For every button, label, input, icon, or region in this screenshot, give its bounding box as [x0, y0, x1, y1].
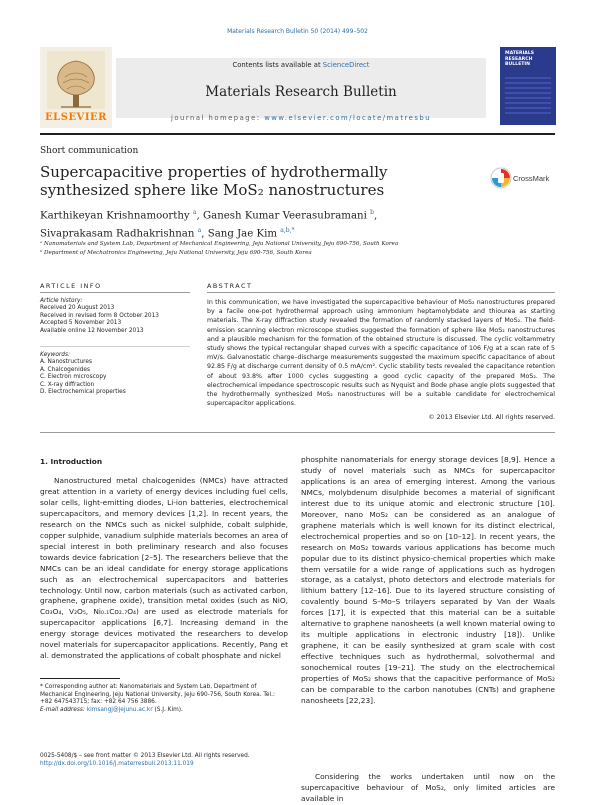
elsevier-logo	[40, 47, 112, 128]
abstract-bottom-rule	[40, 432, 555, 433]
author-name[interactable]: Sivaprakasam Radhakrishnan	[40, 228, 195, 240]
author-list: Karthikeyan Krishnamoorthy $^a$, Ganesh Kumar Veerasubramani $^b$, Sivaprakasam Radhakrishnan $^a$, Sang Jae Kim $^{a,b,*}$	[40, 209, 378, 240]
keywords-label: Keywords:	[40, 352, 70, 358]
contents-availability	[116, 61, 486, 69]
author-affiliation-marker[interactable]: a,b,*	[280, 227, 295, 235]
corresponding-author-text: * Corresponding author at: Nanomaterials and System Lab, Department of Mechanical Engineering, Jeju National University, Jeju 690-756, South Korea. Tel.: +82 647543715; fax: +82 64 756 3886.	[40, 684, 275, 706]
abstract-rule	[207, 292, 555, 293]
history-accepted: Accepted 5 November 2013	[40, 320, 122, 327]
author-affiliation-marker[interactable]: b	[370, 209, 374, 216]
header-rule	[40, 133, 555, 135]
journal-title: Materials Research Bulletin	[205, 84, 397, 100]
history-revised: Received in revised form 8 October 2013	[40, 312, 159, 319]
abstract-heading: ABSTRACT	[207, 282, 253, 290]
doi-link[interactable]: http://dx.doi.org/10.1016/j.materresbull.2013.11.019	[40, 760, 194, 767]
author-name[interactable]: Ganesh Kumar Veerasubramani	[202, 210, 367, 222]
cover-title: MATERIALS RESEARCH BULLETIN	[505, 51, 535, 68]
article-info-rule	[40, 292, 190, 293]
homepage-link[interactable]: www.elsevier.com/locate/matresbu	[264, 114, 431, 122]
keywords-block	[40, 352, 190, 396]
elsevier-wordmark: ELSEVIER	[45, 112, 107, 123]
keywords-rule	[40, 346, 190, 347]
homepage-prefix: journal homepage:	[170, 114, 265, 122]
history-label: Article history:	[40, 298, 83, 304]
cover-decoration	[505, 77, 551, 117]
abstract-text: In this communication, we have investigated the supercapacitive behaviour of MoS₂ nanostructures prepared by a facile one-pot hydrothermal approach using ammonium heptamolybdate and thiourea as starting materials. The X-ray diffraction study revealed the formation of randomly stacked layers of MoS₂. The field-emission scanning electron microscope studies suggested the formation of sphere like MoS₂ nanostructures and a plausible mechanism for the formation of the obtained structure is discussed. The cyclic voltammetry study shows the typical rectangular shaped curves with a specific capacitance of 106 F/g at a scan rate of 5 mV/s. Galvanostatic charge–discharge measurements suggested the maximum specific capacitance of about 92.85 F/g at discharge current density of 0.5 mA/cm². Cyclic stability tests revealed the capacitance retention of about 93.8% after 1000 cycles suggesting a good cyclic capacity of the prepared MoS₂. The electrochemical impedance spectroscopic results such as Nyquist and Bode phase angle plots suggested that the hydrothermally synthesized MoS₂ nanostructures will be a suitable candidate for electrochemical supercapacitor applications.	[207, 299, 555, 408]
intro-right-paragraph-2: Considering the works undertaken until now on the supercapacitive behaviour of MoS₂, only limited articles are available in	[301, 772, 555, 803]
crossmark-badge[interactable]	[490, 165, 556, 191]
journal-citation[interactable]: Materials Research Bulletin 50 (2014) 499–502	[227, 28, 368, 35]
article-title: Supercapacitive properties of hydrothermally synthesized sphere like MoS₂ nanostructures	[40, 163, 388, 199]
keyword-item: C. Electron microscopy	[40, 374, 107, 381]
affiliation-a: ᵃ Nanomaterials and System Lab, Department of Mechanical Engineering, Jeju National University, Jeju 690-756, South Korea	[40, 241, 399, 247]
keyword-item: C. X-ray diffraction	[40, 381, 95, 388]
author-affiliation-marker[interactable]: a	[192, 209, 197, 216]
issn-line: 0025-5408/$ – see front matter © 2013 Elsevier Ltd. All rights reserved.	[40, 753, 250, 759]
email-link[interactable]: kimsangj@jejunu.ac.kr	[86, 706, 153, 713]
author-name[interactable]: Sang Jae Kim	[207, 228, 278, 240]
journal-cover-thumbnail	[500, 47, 556, 125]
history-online: Available online 12 November 2013	[40, 327, 144, 334]
journal-homepage	[116, 114, 486, 122]
email-line	[40, 707, 288, 715]
article-footer	[40, 753, 288, 768]
elsevier-tree-icon	[47, 51, 105, 109]
abstract-copyright: © 2013 Elsevier Ltd. All rights reserved.	[428, 414, 555, 421]
keyword-item: A. Chalcogenides	[40, 366, 90, 373]
email-label: E-mail address:	[40, 706, 87, 713]
crossmark-icon	[491, 168, 511, 188]
article-history	[40, 298, 190, 335]
sciencedirect-link[interactable]: ScienceDirect	[322, 61, 370, 69]
intro-left-column: Nanostructured metal chalcogenides (NMCs) have attracted great attention in a variety of energy devices including fuel cells, solar cells, light-emitting diodes, Li-ion batteries, electrochemical supercapacitors, and memory devices [1,2]. In recent years, the research on the NMCs such as nickel sulphide, cobalt sulphide, copper sulphide, vanadium sulphide materials becomes an area of special interest in both preliminary research and also focuses towards device fabrication [2–5]. The researchers believe that the NMCs can be an ideal candidate for energy storage applications such as an electrochemical supercapacitors and batteries technology. Until now, carbon materials (such as activated carbon, graphene, graphene oxide), transition metal oxides (such as NiO, Co₃O₄, V₂O₅, Ni₀.₁Co₂.₇O₄) are used as electrode materials for supercapacitor applications [6,7]. Increasing demand in the energy storage devices motivated the researchers to develop novel materials for supercapacitor applications. Recently, Pang et al. demonstrated the applications of cobalt phosphate and nickel	[40, 476, 288, 661]
intro-right-column: phosphite nanomaterials for energy storage devices [8,9]. Hence a study of novel materials such as NMCs for supercapacitor applications is an area of emerging interest. Among the various NMCs, molybdenum disulphide becomes a material of significant interest due to its unique atomic and electronic structure [10]. Moreover, nano MoS₂ can be considered as an analogue of graphene materials which is well known for its distinct electrical, electrochemical properties and so on [10–12]. In recent years, the research on MoS₂ towards various applications has become much popular due to its distinct physico-chemical properties which make them versatile for a wide range of applications such as hydrogen storage, as a catalyst, photo detectors and electrode materials for lithium battery [12–16]. Due to its layered structure consisting of covalently bound S–Mo–S trilayers separated by Van der Waals forces [17], it is expected that this material can be a suitable alternative to graphene nanosheets (a well known material owing to its multiple applications in electronic industry [18]). Unlike graphene, it can be easily synthesized at gram scale with cost effective techniques such as hydrothermal, solvothermal and sonochemical routes [19–21]. The study on the electrochemical properties of MoS₂ shows that the capacitive performance of MoS₂ can be comparable to the carbon nanotubes (CNTs) and graphene nanosheets [22,23].	[301, 455, 555, 705]
article-info-heading: ARTICLE INFO	[40, 282, 102, 290]
crossmark-label: CrossMark	[513, 174, 550, 183]
footnote-rule	[40, 678, 120, 679]
corresponding-author-footnote	[40, 684, 288, 714]
author-affiliation-marker[interactable]: a	[197, 227, 202, 235]
history-received: Received 20 August 2013	[40, 305, 115, 312]
article-type: Short communication	[40, 146, 139, 156]
affiliation-b: ᵇ Department of Mechatronics Engineering, Jeju National University, Jeju 690-756, South Korea	[40, 250, 312, 256]
introduction-heading: 1. Introduction	[40, 457, 103, 466]
keyword-item: A. Nanostructures	[40, 359, 92, 366]
contents-prefix: Contents lists available at	[232, 61, 323, 69]
email-suffix: (S.J. Kim).	[152, 706, 183, 713]
keyword-item: D. Electrochemical properties	[40, 389, 126, 396]
author-name[interactable]: Karthikeyan Krishnamoorthy	[40, 210, 190, 222]
